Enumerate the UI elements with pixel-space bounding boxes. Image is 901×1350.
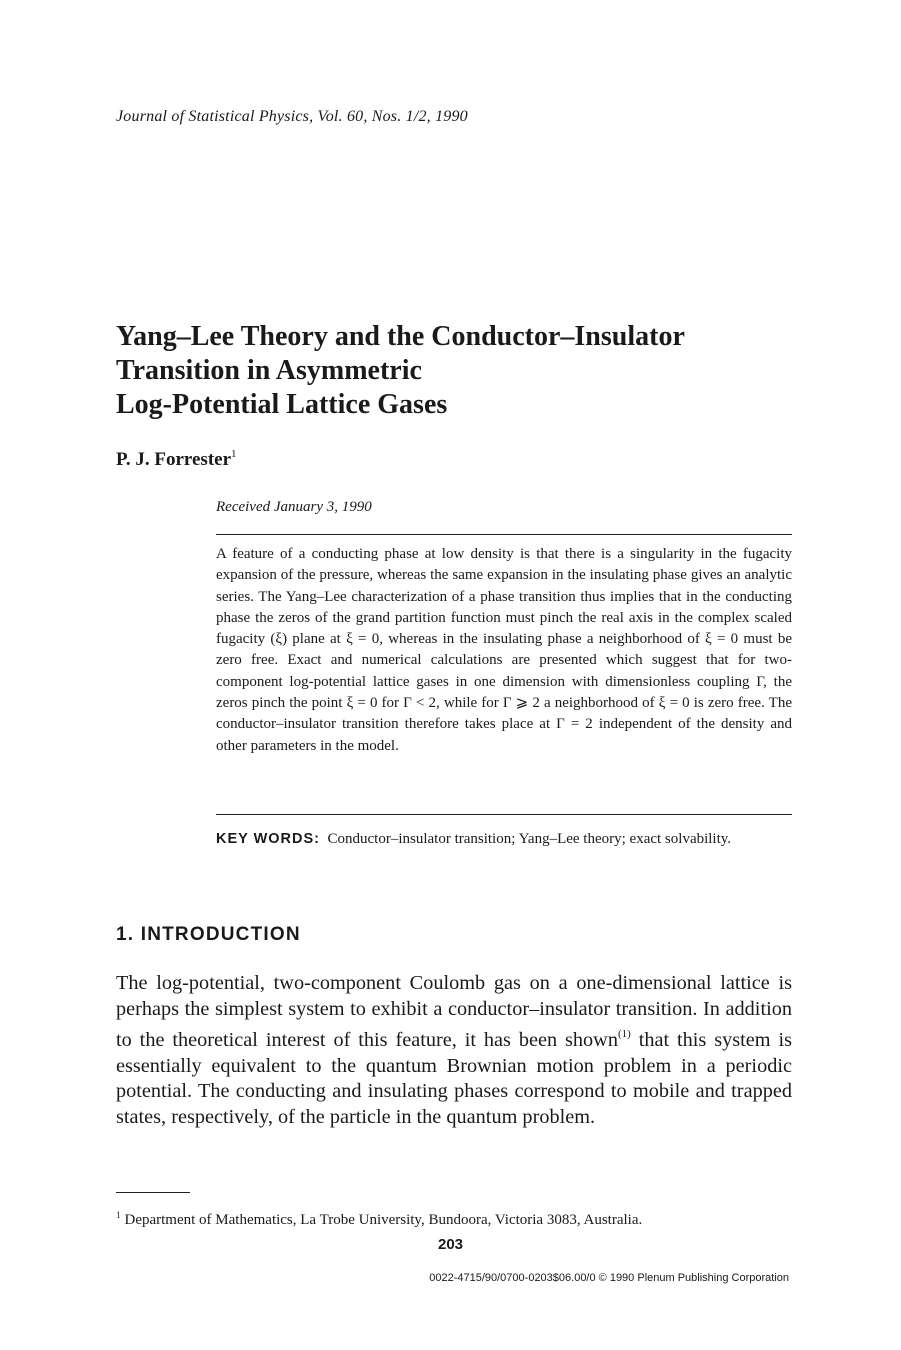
copyright-line: 0022-4715/90/0700-0203$06.00/0 © 1990 Plenum Publishing Corporation [429,1272,789,1284]
title-line: Transition in Asymmetric [116,355,422,386]
intro-text-part1: The log-potential, two-component Coulomb gas on a one-dimensional lattice is perhaps the simplest system to exhibit a conductor–insulator transition. In addition to the theoretical interest of this feature, it has been shown [116,972,792,1051]
author [116,448,237,471]
received-date: Received January 3, 1990 [216,499,372,515]
author-name: P. J. Forrester [116,449,232,470]
title-line: Yang–Lee Theory and the Conductor–Insulator [116,321,685,352]
section-heading: 1. INTRODUCTION [116,924,301,945]
abstract-bottom-rule [216,814,792,815]
author-footnote-mark: 1 [231,448,237,460]
footnote [116,1205,642,1230]
keywords-text: Conductor–insulator transition; Yang–Lee theory; exact solvability. [327,831,732,847]
intro-text-part2: that this system is essentially equivalent to the quantum Brownian motion problem in a periodic potential. The conducting and insulating phases correspond to mobile and trapped states, respectively, of the particle in the quantum problem. [116,1029,792,1128]
footnote-rule [116,1192,190,1193]
abstract: A feature of a conducting phase at low density is that there is a singularity in the fugacity expansion of the pressure, whereas the same expansion in the insulating phase gives an analytic series. The Yang–Lee characterization of a phase transition thus implies that in the conducting phase the zeros of the grand partition function must pinch the real axis in the complex scaled fugacity (ξ) plane at ξ = 0, whereas in the insulating phase a neighborhood of ξ = 0 must be zero free. Exact and numerical calculations are presented which suggest that for two-component log-potential lattice gases in one dimension with dimensionless coupling Γ, the zeros pinch the point ξ = 0 for Γ < 2, while for Γ ⩾ 2 a neighborhood of ξ = 0 is zero free. The conductor–insulator transition therefore takes place at Γ = 2 independent of the density and other parameters in the model. [216,546,792,754]
footnote-text: Department of Mathematics, La Trobe University, Bundoora, Victoria 3083, Australia. [124,1212,643,1228]
page-number: 203 [437,1236,464,1253]
intro-paragraph [116,971,792,1130]
abstract-top-rule [216,534,792,535]
keywords [216,829,792,850]
footnote-mark: 1 [116,1210,121,1220]
journal-citation: Journal of Statistical Physics, Vol. 60, Nos. 1/2, 1990 [116,108,468,125]
citation-ref[interactable]: (1) [617,1028,631,1040]
keywords-label: KEY WORDS: [216,831,320,847]
paper-title [116,320,816,422]
title-line: Log-Potential Lattice Gases [116,389,448,420]
